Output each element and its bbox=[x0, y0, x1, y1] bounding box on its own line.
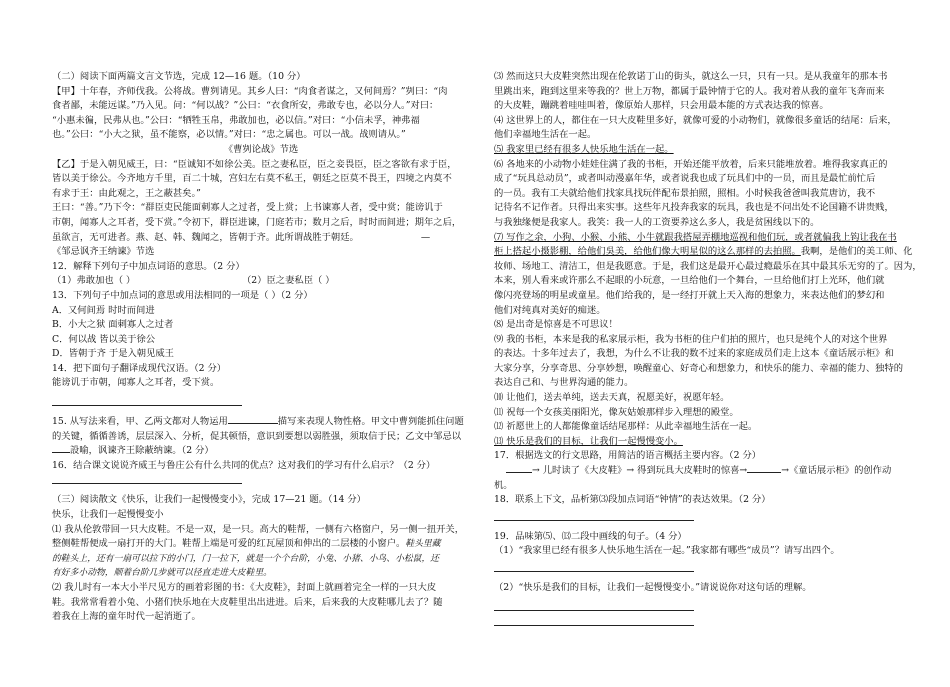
essay-paragraph-7: 本来，别人看来或许那么不起眼的小玩意，一旦给他们一个舞台，一旦给他们打上光环，他们就 bbox=[494, 275, 885, 287]
question-12-item-2[interactable]: （2）臣之妻私臣（ ） bbox=[242, 275, 335, 287]
essay-paragraph-13: ⒀ 快乐是我们的目标，让我们一起慢慢变小。 bbox=[494, 435, 683, 447]
essay-paragraph-11: ⑾ 祝每一个女孩美丽阳光，像灰姑娘那样步入理想的殿堂。 bbox=[494, 406, 739, 418]
essay-paragraph-6: 成了“玩具总动员”，或者叫动漫嘉年华，或者说我也成了玩具们中的一员，而且是最忙前忙后 bbox=[494, 173, 876, 185]
essay-paragraph-2: 着我在上海的童年时代一起消逝了。 bbox=[52, 611, 201, 623]
question-17-segment: →《童话展示柜》的创作动 bbox=[781, 465, 892, 477]
question-15-line bbox=[52, 415, 470, 430]
passage-jia bbox=[52, 85, 470, 143]
question-17: 17．根据选文的行文思路，用简洁的语言概括主要内容。（2 分） bbox=[494, 450, 762, 462]
essay-paragraph-9: ⑼ 我的书柜，本来是我的私家展示柜，我为书柜的住户们拍的照片，也只是纯个人的对这个世界 bbox=[494, 333, 888, 345]
essay-paragraph-3: ⑶ 然而这只大皮鞋突然出现在伦敦诺丁山的街头，就这么一只，只有一只。是从我童年的那本书 bbox=[494, 71, 888, 82]
question-14: 14．把下面句子翻译成现代汉语。（2 分） bbox=[52, 362, 227, 374]
question-14-answer-line[interactable] bbox=[52, 399, 242, 406]
question-19-part-1: （1）“我家里已经有很多人快乐地生活在一起。”我家都有哪些“成员”？请写出四个。 bbox=[494, 545, 840, 557]
question-13-option-a[interactable]: A．又何间焉 时时而间进 bbox=[52, 304, 155, 316]
essay-paragraph-6: 与我独缘便是我家人。我笑：我一人的工资要养这么多人，我是贫困线以下的。 bbox=[494, 216, 820, 228]
question-16: 16．结合课文说说齐威王与鲁庄公有什么共同的优点？这对我们的学习有什么启示？（2 分） bbox=[52, 459, 436, 471]
essay-paragraph-1-text: 整侧鞋帮便成一扇打开的大门。鞋帮上端是可爱的红瓦屋顶和伸出的二层楼的小窗户。 bbox=[52, 538, 406, 550]
essay-paragraph-7: 像闪亮登场的明星或童星。他们给我的，是一经打开就上天入海的想象力，来表达他们的梦幻和 bbox=[494, 289, 885, 301]
question-19: 19．品味第⑸、⒀二段中画线的句子。（4 分） bbox=[494, 530, 687, 542]
question-13-option-d[interactable]: D．皆朝于齐 于是入朝见威王 bbox=[52, 348, 174, 360]
passage-yi-line bbox=[52, 231, 470, 246]
essay-paragraph-5: ⑸ 我家里已经有很多人快乐地生活在一起。 bbox=[494, 143, 674, 155]
essay-paragraph-2: ⑵ 我儿时有一本大小半尺见方的画着彩图的书：《大皮鞋》，封面上就画着完全一样的一只大皮 bbox=[52, 582, 437, 593]
essay-paragraph-1 bbox=[52, 537, 470, 552]
question-15-blank[interactable] bbox=[228, 423, 278, 424]
right-column bbox=[494, 70, 922, 628]
question-14-sentence: 能谤讥于市朝，闻寡人之耳者，受下赏。 bbox=[52, 377, 220, 389]
question-17-blank-1[interactable] bbox=[506, 472, 532, 473]
essay-paragraph-8: ⑻ 是出奇是惊喜是不可思议！ bbox=[494, 319, 618, 331]
essay-paragraph-1-handwritten: 有好多小动物，顺着台阶几步就可以径直走进大皮鞋里。 bbox=[52, 568, 272, 579]
passage-jia-line: “小惠未徧，民弗从也。”公曰：“牺牲玉帛，弗敢加也，必以信。”对曰：“小信未孚，神弗福 bbox=[52, 114, 420, 126]
passage-yi-line: 皆以美于徐公。今齐地方千里，百二十城，宫妇左右莫不私王，朝廷之臣莫不畏王，四境之内莫不 bbox=[52, 173, 452, 185]
essay-paragraph-1: ⑴ 我从伦敦带回一只大皮鞋。不是一双，是一只。高大的鞋帮，一侧有六格窗户，另一侧一扭开关， bbox=[52, 523, 465, 535]
essay-paragraph-4: ⑷ 这世界上的人，都住在一只大皮鞋里多好，就像可爱的小动物们，就像很多童话的结尾：后来， bbox=[494, 114, 897, 126]
essay-paragraph-2: 鞋。我常常看着小兔、小猪们快乐地在大皮鞋里出出进进。后来，后来我的大皮鞋哪儿去了？随 bbox=[52, 596, 443, 608]
question-17-blank-2[interactable] bbox=[747, 472, 781, 473]
question-13-option-c[interactable]: C．何以战 皆以美于徐公 bbox=[52, 333, 156, 345]
passage-yi-dash: — bbox=[420, 231, 431, 243]
essay-paragraph-9: 表达自己和、与世界沟通的能力。 bbox=[494, 377, 634, 389]
question-15-line: 的关键，循循善诱，层层深入、分析，促其顿悟，意识到要想以弱胜强，须取信于民；乙文中邹忌以 bbox=[52, 430, 462, 442]
question-12-items bbox=[52, 274, 470, 289]
question-13: 13．下列句子中加点词的意思或用法相同的一项是（ ）（2 分） bbox=[52, 289, 313, 301]
essay-title: 快乐，让我们一起慢慢变小 bbox=[52, 509, 164, 521]
essay-paragraph-10: ⑽ 让他们，送去单纯，送去天真，祝愿美好，祝愿年轻。 bbox=[494, 392, 730, 404]
passage-jia-source: 《曹刿论战》节选 bbox=[223, 143, 299, 155]
essay-paragraph-9: 的表达。十多年过去了，我想，为什么不让我的数不过来的家庭成员们走上这本《童话展示柜》和 bbox=[494, 348, 894, 360]
question-15-line bbox=[52, 444, 470, 459]
question-19-part-2-answer-line[interactable] bbox=[494, 619, 694, 626]
left-column bbox=[52, 70, 470, 625]
question-19-part-2-answer-line[interactable] bbox=[494, 604, 694, 611]
question-15-text: 設喻，讽谏齐王除蔽纳谏。（2 分） bbox=[70, 445, 214, 457]
question-13-option-b[interactable]: B．小大之狱 面刺寡人之过者 bbox=[52, 319, 174, 331]
passage-jia-line: 食者鄙，未能远谋。”乃入见。问：“何以战？”公曰：“衣食所安，弗敢专也，必以分人。”对曰： bbox=[52, 100, 439, 112]
essay-paragraph-12: ⑿ 祈愿世上的人都能像童话结尾那样：从此幸福地生活在一起。 bbox=[494, 421, 758, 433]
question-15-text: 15. 从写法来看，甲、乙两文都对人物运用 bbox=[52, 416, 228, 428]
essay-paragraph-7-text: 我啊，是他们的美工师、化 bbox=[800, 246, 913, 258]
question-17-chain bbox=[494, 464, 912, 479]
essay-paragraph-7-underlined: ⑺ 写作之余，小狗、小猴、小熊、小牛就跟我搭屋弄棚地巡视和他们玩，或者就偏我上钩让我在书 bbox=[494, 231, 897, 243]
essay-paragraph-6: 的一员。我有工夫就给他们找家具找玩伴配布景拍照，照相。小时候我爸爸叫我荒唐访，我不 bbox=[494, 187, 876, 199]
question-18: 18．联系上下文，品析第⑶段加点词语“钟情”的表达效果。（2 分） bbox=[494, 494, 771, 506]
essay-paragraph-6: ⑹ 各地来的小动物小娃娃住满了我的书柜，开始还能平放着，后来只能堆放着。堆得我家真正的 bbox=[494, 158, 888, 170]
essay-paragraph-3: 里跳出来，跑到这里来等我的？世上万物，都属于最钟情于它的人。我对着从我的童年飞奔而来 bbox=[494, 85, 885, 97]
essay-paragraph-9: 大家分享，分享奇思、分享妙想，唤醒童心、好奇心和想象力，和快乐的能力、幸福的能力、独特的 bbox=[494, 362, 904, 374]
question-17-segment: → 儿时读了《大皮鞋》→ 得到玩具大皮鞋时的惊喜→ bbox=[532, 465, 748, 477]
question-12-item-1[interactable]: （1）弗敢加也（ ） bbox=[52, 275, 136, 287]
question-12: 12．解释下列句子中加点词语的意思。（2 分） bbox=[52, 260, 245, 272]
passage-yi-source: 《邹忌讽齐王纳谏》节选 bbox=[52, 246, 155, 258]
section-3-heading: （三）阅读散文《快乐，让我们一起慢慢变小》，完成 17—21 题。（14 分） bbox=[52, 494, 366, 506]
question-15-blank[interactable] bbox=[52, 452, 70, 453]
essay-paragraph-6: 记待名不记作者。只得出来实事。这些年凡投奔我家的玩具，我也是不问出处不论国籍不讲贵贱， bbox=[494, 202, 894, 214]
passage-yi bbox=[52, 158, 470, 246]
passage-yi-line: 市朝，闻寡人之耳者，受下赏。”令初下，群臣进谏，门庭若市；数月之后，时时而间进；期年之后， bbox=[52, 216, 462, 228]
essay-paragraph-3: 的大皮鞋，蹦跳着哇哇叫着，像原始人那样，只会用最本能的方式表达我的惊喜。 bbox=[494, 100, 829, 112]
question-16-answer-line[interactable] bbox=[52, 477, 242, 484]
question-19-part-2: （2）“快乐是我们的目标，让我们一起慢慢变小。”请说说你对这句话的理解。 bbox=[494, 582, 812, 593]
question-15-text: 描写来表现人物性格。甲文中曹刿能抓住问题 bbox=[277, 416, 464, 428]
passage-yi-last: 虽欲言，无可进者。燕、赵、韩、魏闻之，皆朝于齐。此所谓战胜于朝廷。 bbox=[52, 231, 359, 243]
question-19-part-1-answer-line[interactable] bbox=[494, 565, 694, 572]
passage-yi-line: 【乙】于是入朝见威王，曰：“臣诚知不如徐公美。臣之妻私臣，臣之妾畏臣，臣之客欲有求于臣， bbox=[52, 158, 457, 170]
question-18-answer-line[interactable] bbox=[494, 514, 694, 521]
essay-paragraph-7: 他们对纯真对美好的痴迷。 bbox=[494, 304, 606, 316]
essay-paragraph-1-handwritten: 的鞋头上，还有一扇可以拉下的小门，门一拉下，就是一个个台阶，小兔、小猪、小鸟、小松鼠，还 bbox=[52, 553, 440, 564]
essay-paragraph-7-underlined: 柜上搭起小摄影棚，给他们吳美，给他们像大明星似的这么那样的去拍照。 bbox=[494, 246, 801, 258]
essay-paragraph-7: 妆师、场地工、清洁工，但是我愿意。于是，我们这是最开心最过瘾最乐在其中最其乐无穷的了。因为， bbox=[494, 260, 922, 272]
essay-paragraph-1-handwritten: 鞋头里藏 bbox=[405, 539, 441, 550]
passage-yi-line: 有求于王：由此观之，王之蔽甚矣。” bbox=[52, 187, 201, 199]
essay-paragraph-4: 他们幸福地生活在一起。 bbox=[494, 129, 597, 141]
passage-jia-line: 也。”公曰：“小大之狱，虽不能察，必以情。”对曰：“忠之属也。可以一战。战则请从。” bbox=[52, 129, 406, 141]
passage-jia-line: 【甲】十年春，齐师伐我。公将战。曹刿请见。其乡人曰：“肉食者谋之，又何间焉？”刿曰：“肉 bbox=[52, 85, 448, 97]
passage-yi-line: 王曰：“善。”乃下令：“群臣吏民能面刺寡人之过者，受上赏；上书谏寡人者，受中赏；能谤讥于 bbox=[52, 202, 443, 214]
question-17-tail: 机。 bbox=[494, 479, 513, 491]
section-2-heading: （二）阅读下面两篇文言文节选，完成 12—16 题。（10 分） bbox=[52, 71, 306, 82]
essay-paragraph-7 bbox=[494, 245, 912, 260]
